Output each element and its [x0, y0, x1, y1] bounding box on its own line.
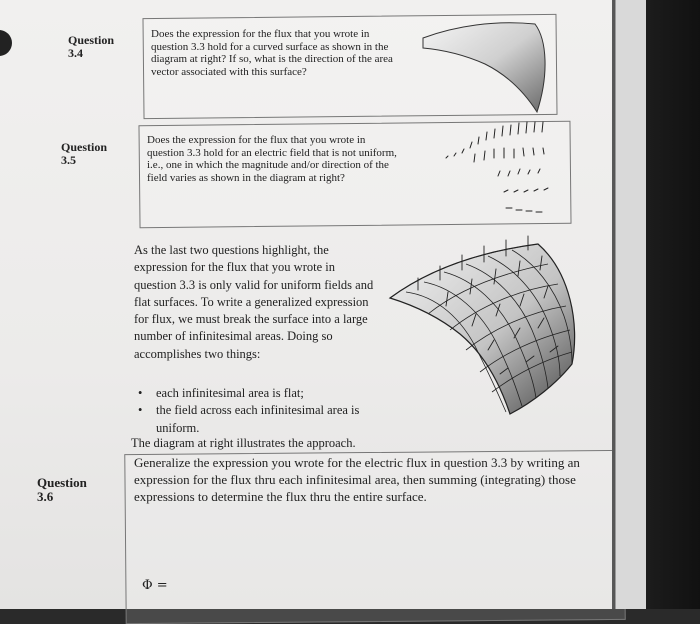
question-3-6-label: [37, 476, 87, 505]
question-3-5-number: 3.5: [61, 153, 76, 168]
adjacent-page-edge: [615, 0, 646, 609]
question-3-4-label: [68, 34, 114, 60]
question-3-6-text: Generalize the expression you wrote for the electric flux in question 3.3 by writing an expression for the flux thru each infinitesimal area, then summing (integrating) those expressions to determine the flux thru the entire surface.: [134, 455, 580, 504]
nonuniform-field-diagram: [440, 118, 560, 223]
question-3-6-number: 3.6: [37, 489, 54, 505]
question-3-5-label: [61, 141, 107, 167]
question-3-5-word: Question: [61, 140, 108, 154]
question-3-4-number: 3.4: [68, 46, 83, 61]
flux-answer-label: Φ =: [142, 578, 168, 593]
bullet-item-uniform: • the field across each infinitesimal area is uniform.: [134, 402, 386, 437]
meshed-surface-diagram: [388, 234, 588, 419]
bullet-item-flat: • each infinitesimal area is flat;: [134, 385, 386, 402]
question-3-4-word: Question: [68, 33, 115, 47]
binder-hole: [0, 30, 12, 56]
curved-surface-diagram: [415, 20, 555, 120]
explanation-closing: The diagram at right illustrates the approach.: [131, 436, 356, 450]
question-3-5-text: Does the expression for the flux that you wrote in question 3.3 hold for an electric field that is not uniform, i.e., one in which the magnitude and/or direction of the field varies as shown in the diagram at right?: [147, 134, 397, 184]
explanation-intro: As the last two questions highlight, the expression for the flux that you wrote in question 3.3 is only valid for uniform fields and flat surfaces. To write a generalized expression for flux, we must break the surface into a large number of infinitesimal areas. Doing so accomplishes two things:: [134, 243, 374, 361]
question-3-4-text: Does the expression for the flux that you wrote in question 3.3 hold for a curved surface as shown in the diagram at right? If so, what is the direction of the area vector associated with this surface?: [151, 28, 393, 78]
question-3-6-word: Question: [37, 475, 87, 490]
explanation-bullets: [134, 385, 386, 437]
